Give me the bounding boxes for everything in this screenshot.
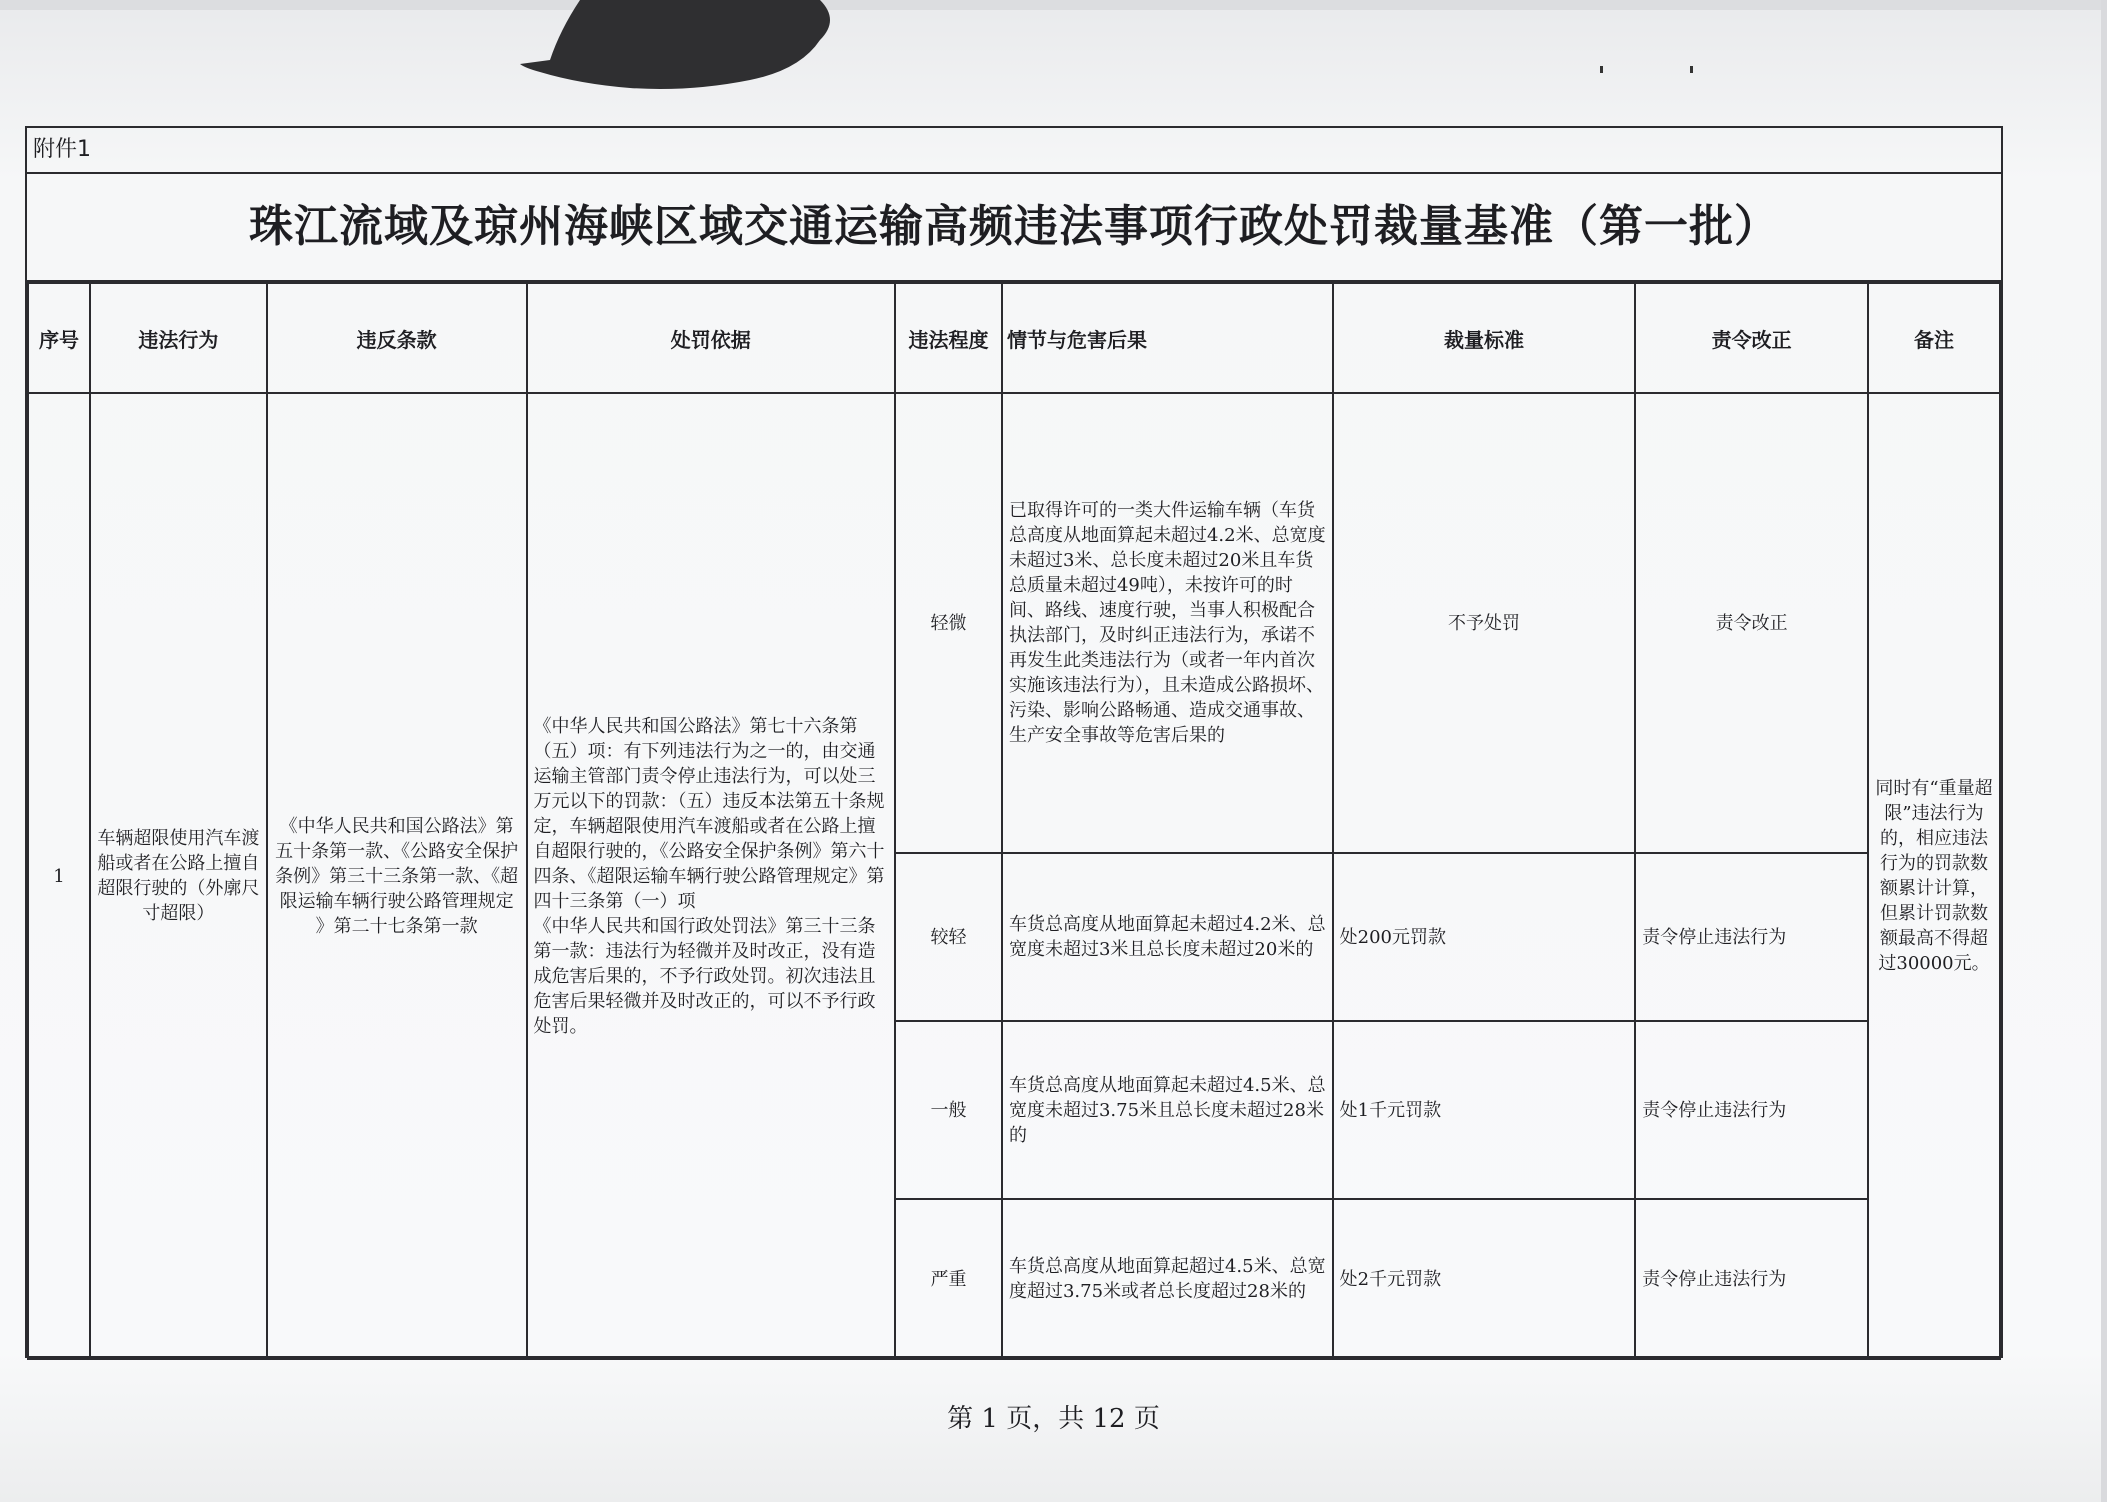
header-standard: 裁量标准 <box>1333 283 1636 393</box>
penalty-table <box>27 282 2001 1360</box>
degree-cell: 一般 <box>895 1021 1002 1199</box>
standard-cell: 不予处罚 <box>1333 393 1636 853</box>
standard-cell: 处1千元罚款 <box>1333 1021 1636 1199</box>
scan-top-edge <box>0 0 2107 10</box>
standard-cell: 处200元罚款 <box>1333 853 1636 1021</box>
standard-cell: 处2千元罚款 <box>1333 1199 1636 1359</box>
scan-right-edge <box>2101 0 2107 1502</box>
scan-speck <box>1690 66 1693 73</box>
degree-cell: 严重 <box>895 1199 1002 1359</box>
order-cell: 责令停止违法行为 <box>1635 1199 1868 1359</box>
circumstance-cell: 车货总高度从地面算起未超过4.2米、总宽度未超过3米且总长度未超过20米的 <box>1002 853 1333 1021</box>
redaction-blot <box>520 0 880 98</box>
document-title: 珠江流域及琼州海峡区域交通运输高频违法事项行政处罚裁量基准（第一批） <box>27 174 2001 282</box>
behavior-cell: 车辆超限使用汽车渡船或者在公路上擅自超限行驶的（外廓尺寸超限） <box>90 393 267 1359</box>
header-circumstance: 情节与危害后果 <box>1002 283 1333 393</box>
page-footer: 第 1 页，共 12 页 <box>947 1404 1160 1434</box>
penalty-standard-document <box>25 126 2003 1358</box>
table-row <box>28 393 2000 853</box>
header-order: 责令改正 <box>1635 283 1868 393</box>
header-seq: 序号 <box>28 283 90 393</box>
remark-cell: 同时有“重量超限”违法行为的，相应违法行为的罚款数额累计计算，但累计罚款数额最高不得超过30000元。 <box>1868 393 2000 1359</box>
attachment-label: 附件1 <box>27 128 2001 174</box>
header-degree: 违法程度 <box>895 283 1002 393</box>
table-header-row <box>28 283 2000 393</box>
order-cell: 责令停止违法行为 <box>1635 853 1868 1021</box>
seq-cell: 1 <box>28 393 90 1359</box>
header-clause: 违反条款 <box>267 283 527 393</box>
degree-cell: 较轻 <box>895 853 1002 1021</box>
degree-cell: 轻微 <box>895 393 1002 853</box>
scan-speck <box>1600 66 1603 73</box>
basis-cell: 《中华人民共和国公路法》第七十六条第（五）项：有下列违法行为之一的，由交通运输主管部门责令停止违法行为，可以处三万元以下的罚款：（五）违反本法第五十条规定，车辆超限使用汽车渡船或者在公路上擅自超限行驶的，《公路安全保护条例》第六十四条、《超限运输车辆行驶公路管理规定》第四十三条第（一）项 《中华人民共和国行政处罚法》第三十三条第一款：违法行为轻微并及时改正，没有造成危害后果的，不予行政处罚。初次违法且危害后果轻微并及时改正的，可以不予行政处罚。 <box>527 393 896 1359</box>
order-cell: 责令停止违法行为 <box>1635 1021 1868 1199</box>
clause-cell: 《中华人民共和国公路法》第五十条第一款、《公路安全保护条例》第三十三条第一款、《超限运输车辆行驶公路管理规定 》第二十七条第一款 <box>267 393 527 1359</box>
circumstance-cell: 车货总高度从地面算起未超过4.5米、总宽度未超过3.75米且总长度未超过28米的 <box>1002 1021 1333 1199</box>
header-remark: 备注 <box>1868 283 2000 393</box>
header-basis: 处罚依据 <box>527 283 896 393</box>
order-cell: 责令改正 <box>1635 393 1868 853</box>
header-behavior: 违法行为 <box>90 283 267 393</box>
circumstance-cell: 已取得许可的一类大件运输车辆（车货总高度从地面算起未超过4.2米、总宽度未超过3米、总长度未超过20米且车货总质量未超过49吨），未按许可的时间、路线、速度行驶，当事人积极配合执法部门，及时纠正违法行为，承诺不再发生此类违法行为（或者一年内首次实施该违法行为），且未造成公路损坏、污染、影响公路畅通、造成交通事故、生产安全事故等危害后果的 <box>1002 393 1333 853</box>
circumstance-cell: 车货总高度从地面算起超过4.5米、总宽度超过3.75米或者总长度超过28米的 <box>1002 1199 1333 1359</box>
